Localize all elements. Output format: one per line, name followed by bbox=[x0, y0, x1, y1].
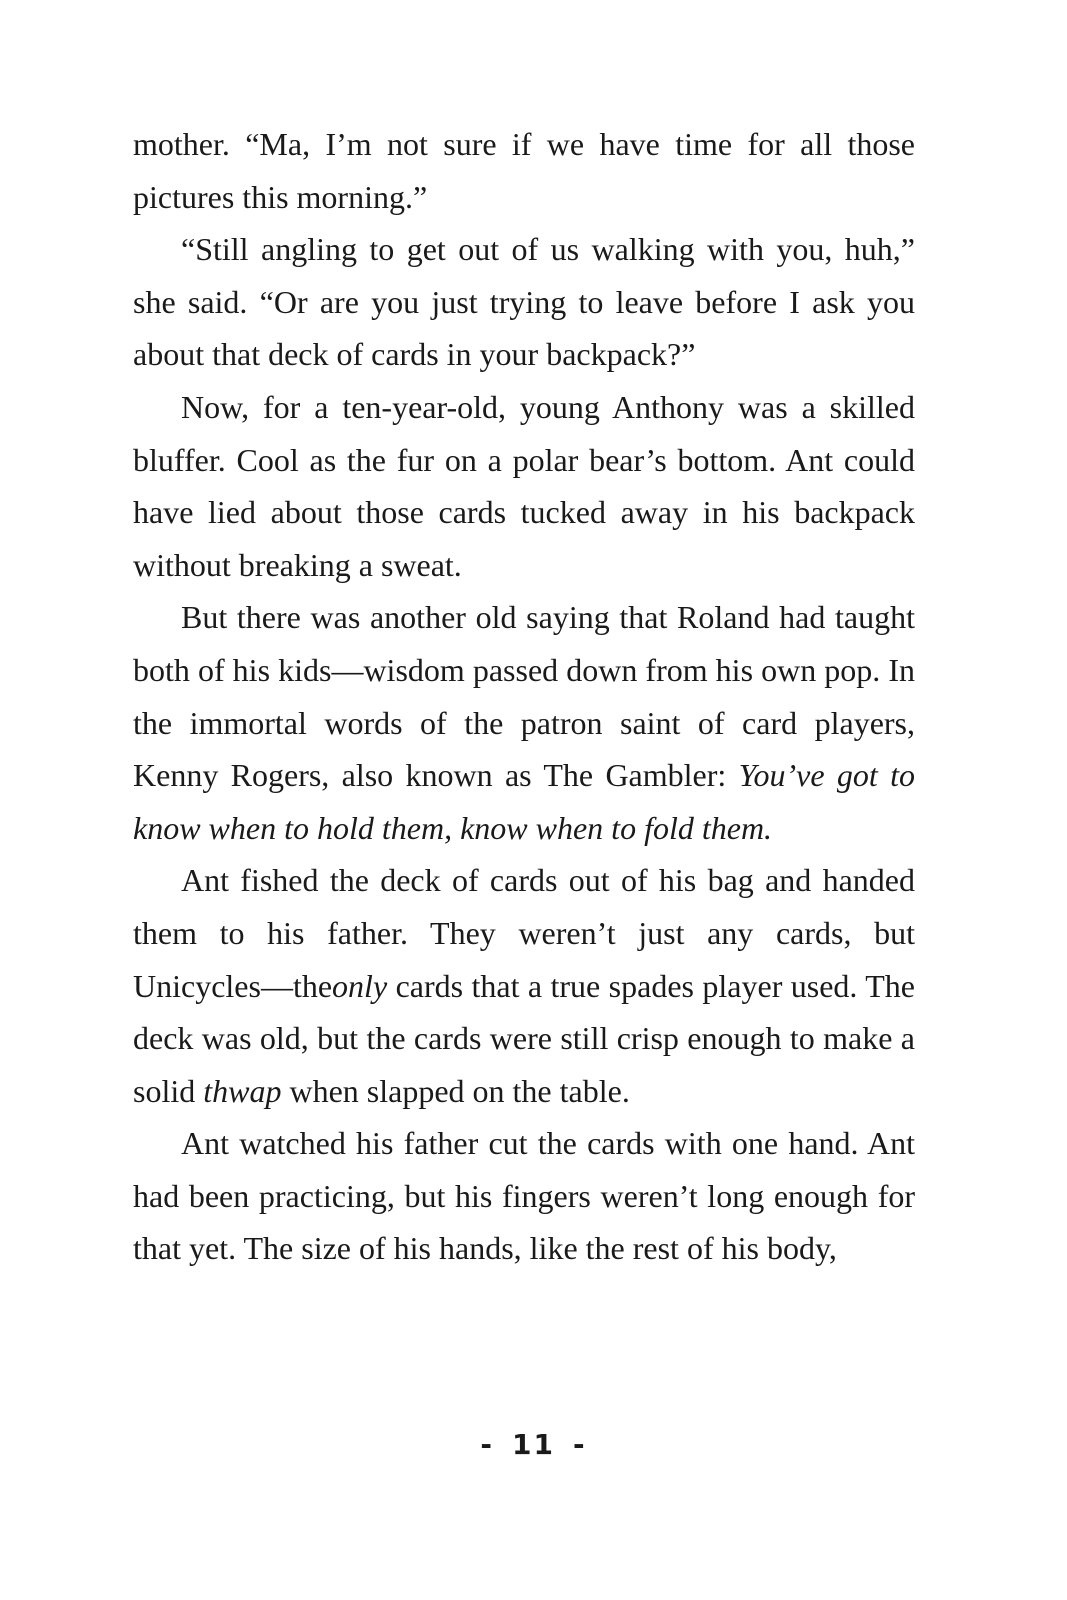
paragraph-4 bbox=[133, 591, 915, 854]
page-number bbox=[0, 1428, 1067, 1461]
paragraph-1-text: mother. “Ma, I’m not sure if we have time for all those pictures this morning.” bbox=[133, 126, 915, 215]
paragraph-4-text: But there was another old saying that Roland had taught both of his kids—wisdom passed down from his own pop. In the immortal words of the patron saint of card players, Kenny Rogers, also known as The Gambler: bbox=[133, 599, 915, 794]
body-text bbox=[133, 118, 915, 1275]
page-number-value: 11 bbox=[512, 1428, 555, 1461]
paragraph-5-italic-only: only bbox=[332, 967, 388, 1004]
paragraph-5-italic-thwap: thwap bbox=[203, 1072, 282, 1109]
paragraph-2 bbox=[133, 223, 915, 381]
folio-dash-right: - bbox=[572, 1428, 587, 1461]
paragraph-6 bbox=[133, 1117, 915, 1275]
paragraph-5-text-a: Ant fished the deck of cards out of his bag and handed them to his father. They weren’t just any cards, but Unicycles—the bbox=[133, 862, 915, 1004]
paragraph-1 bbox=[133, 118, 915, 223]
paragraph-3 bbox=[133, 381, 915, 591]
paragraph-3-text: Now, for a ten-year-old, young Anthony was a skilled bluffer. Cool as the fur on a polar bear’s bottom. Ant could have lied about those cards tucked away in his backpack without breaking a sweat. bbox=[133, 388, 915, 583]
paragraph-5 bbox=[133, 854, 915, 1117]
paragraph-4-italic-quote: You’ve got to know when to hold them, know when to fold them. bbox=[133, 757, 916, 846]
folio-dash-left: - bbox=[480, 1428, 495, 1461]
paragraph-2-text: “Still angling to get out of us walking with you, huh,” she said. “Or are you just trying to leave before I ask you about that deck of cards in your backpack?” bbox=[133, 231, 915, 373]
paragraph-5-text-c: cards that a true spades player used. The deck was old, but the cards were still crisp enough to make a solid bbox=[133, 967, 916, 1109]
paragraph-5-text-e: when slapped on the table. bbox=[289, 1072, 630, 1109]
paragraph-6-text: Ant watched his father cut the cards with one hand. Ant had been practicing, but his fingers weren’t long enough for that yet. The size of his hands, like the rest of his body, bbox=[133, 1125, 915, 1267]
